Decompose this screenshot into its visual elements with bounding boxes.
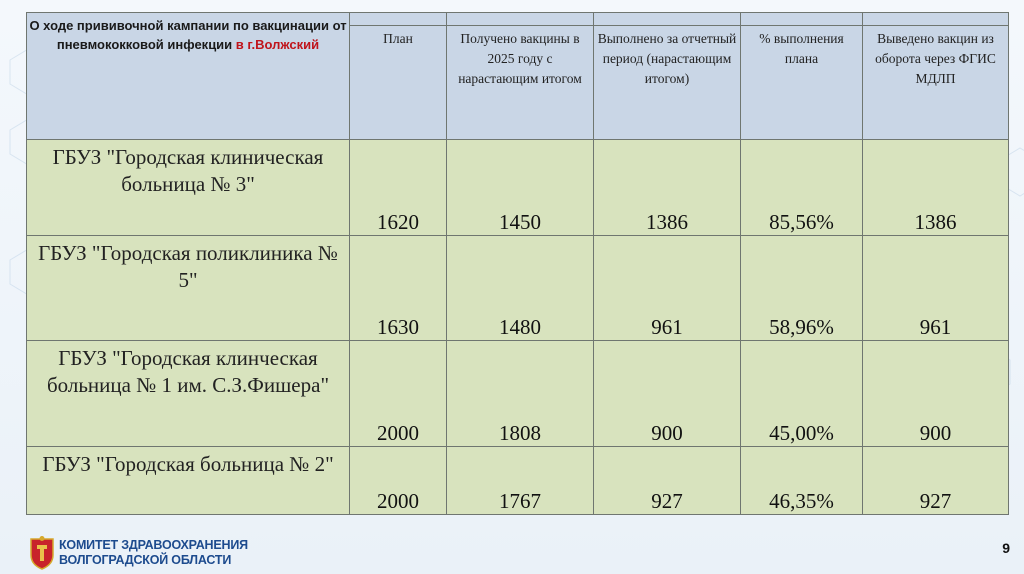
footer-org-line1: КОМИТЕТ ЗДРАВООХРАНЕНИЯ — [59, 538, 248, 552]
column-header-received: Получено вакцины в 2025 году с нарастающим итогом — [447, 13, 594, 140]
received-cell: 1767 — [447, 447, 594, 515]
received-cell: 1808 — [447, 341, 594, 447]
page-number: 9 — [1002, 540, 1010, 556]
volgograd-coat-of-arms-icon — [28, 535, 56, 571]
withdrawn-cell: 1386 — [863, 140, 1009, 236]
footer-org-name — [59, 538, 248, 568]
received-cell: 1450 — [447, 140, 594, 236]
done-cell: 900 — [594, 341, 741, 447]
withdrawn-cell: 961 — [863, 236, 1009, 341]
header-row — [27, 13, 1009, 140]
plan-cell: 2000 — [350, 341, 447, 447]
table-title-city: в г.Волжский — [235, 37, 320, 52]
report-table — [26, 12, 1009, 515]
footer — [28, 534, 248, 572]
percent-cell: 58,96% — [741, 236, 863, 341]
done-cell: 927 — [594, 447, 741, 515]
org-name-cell: ГБУЗ "Городская больница № 2" — [27, 447, 350, 515]
org-name-cell: ГБУЗ "Городская клинческая больница № 1 им. С.З.Фишера" — [27, 341, 350, 447]
done-cell: 1386 — [594, 140, 741, 236]
column-header-plan: План — [350, 13, 447, 140]
column-header-percent: % выполнения плана — [741, 13, 863, 140]
percent-cell: 85,56% — [741, 140, 863, 236]
withdrawn-cell: 900 — [863, 341, 1009, 447]
org-name-cell: ГБУЗ "Городская поликлиника № 5" — [27, 236, 350, 341]
column-header-withdrawn: Выведено вакцин из оборота через ФГИС МДЛП — [863, 13, 1009, 140]
withdrawn-cell: 927 — [863, 447, 1009, 515]
table-title: О ходе прививочной кампании по вакцинации от пневмококковой инфекции — [29, 18, 347, 52]
percent-cell: 45,00% — [741, 341, 863, 447]
column-header-done: Выполнено за отчетный период (нарастающим итогом) — [594, 13, 741, 140]
received-cell: 1480 — [447, 236, 594, 341]
report-table-container — [26, 12, 1008, 515]
done-cell: 961 — [594, 236, 741, 341]
table-title-cell — [27, 13, 350, 140]
plan-cell: 1630 — [350, 236, 447, 341]
table-row — [27, 447, 1009, 515]
footer-org-line2: ВОЛГОГРАДСКОЙ ОБЛАСТИ — [59, 553, 232, 567]
plan-cell: 2000 — [350, 447, 447, 515]
table-row — [27, 140, 1009, 236]
percent-cell: 46,35% — [741, 447, 863, 515]
plan-cell: 1620 — [350, 140, 447, 236]
table-row — [27, 236, 1009, 341]
table-row — [27, 341, 1009, 447]
org-name-cell: ГБУЗ "Городская клиническая больница № 3" — [27, 140, 350, 236]
